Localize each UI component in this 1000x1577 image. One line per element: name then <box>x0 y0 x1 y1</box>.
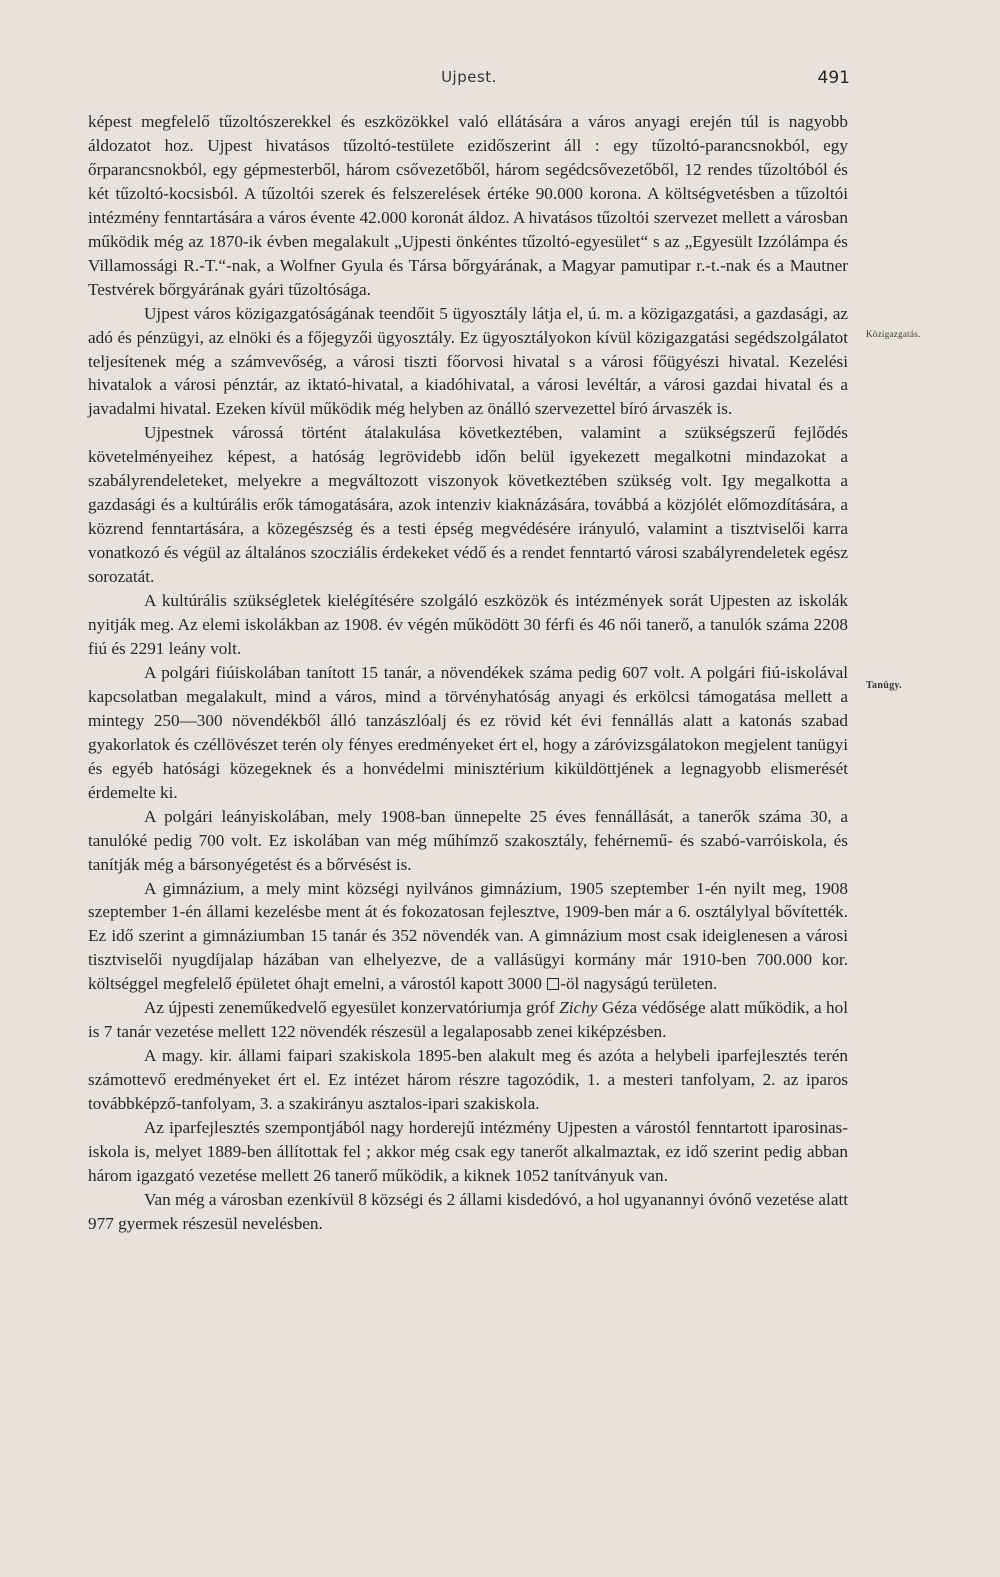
paragraph-boys-civic-school: A polgári fiúiskolában tanított 15 tanár, a növendékek száma pedig 607 volt. A polgári fiú-iskolával kapcsolatban megalakult, mind a város, mind a törvényhatóság anyagi és erkölcsi támogatása mellett a mintegy 250—300 növendékből álló tanzászlóalj és ez rövid két évi fennállás alatt a katonás szabad gyakorlatok és czéllövészet terén oly fényes eredményeket ért el, hogy a záróvizsgálatokon megjelent tanügyi és egyéb hatósági közegeknek és a honvédelmi minisztérium kiküldöttjének a legnagyobb elismerését érdemelte ki. <box>88 662 848 802</box>
gymnasium-text: A gimnázium, a mely mint községi nyilvános gimnázium, 1905 szeptember 1-én nyilt meg, 1908 szeptember 1-én állami kezelésbe ment át és fokozatosan fejlesztve, 1909-ben már a 6. osztálylyal bővítették. Ez idő szerint a gimnáziumban 15 tanár és 352 növendék van. A gimnázium most csak ideiglenesen a városi tisztviselői nyugdíjalap házában van elhelyezve, de a vallásügyi kormány már 1910-ben 700.000 kor. költséggel megfelelő épületet óhajt emelni, a várostól kapott 3000 <box>88 878 848 994</box>
running-title: Ujpest. <box>441 68 497 86</box>
conservatory-text-end: Géza védősége alatt működik, a hol is 7 tanár vezetése mellett 122 növendék részesül a legalaposabb zenei kiképzésben. <box>88 998 848 1042</box>
paragraph-gymnasium <box>88 877 848 997</box>
body-text <box>88 110 848 1236</box>
paragraph-woodwork-school: A magy. kir. állami faipari szakiskola 1895-ben alakult meg és azóta a helybeli iparfejlesztés terén számottevő eredményeket ért el. Ez intézet három részre tagozódik, 1. a mesteri tanfolyam, 2. az iparos továbbképző-tanfolyam, 3. a szakirányu asztalos-ipari szakiskola. <box>88 1046 848 1114</box>
paragraph-apprentice-school: Az iparfejlesztés szempontjából nagy horderejű intézmény Ujpesten a várostól fenntartott iparosinas-iskola is, melyet 1889-ben állítottak fel ; akkor még csak egy tanerőt alkalmaztak, ez idő szerint pedig abban három igazgató vezetése mellett 26 tanerő működik, a kiknek 1052 tanítványuk van. <box>88 1118 848 1185</box>
paragraph-elementary-schools: A kultúrális szükségletek kielégítésére szolgáló eszközök és intézmények sorát Ujpesten az iskolák nyitják meg. Az elemi iskolákban az 1908. év végén működött 30 férfi és 46 női tanerő, a tanulók száma 2208 fiú és 2291 leány volt. <box>88 591 848 658</box>
paragraph-kindergartens: Van még a városban ezenkívül 8 községi és 2 állami kisdedóvó, a hol ugyanannyi óvónő vezetése alatt 977 gyermek részesül nevelésben. <box>88 1189 848 1233</box>
square-fathom-icon <box>547 978 559 990</box>
paragraph-fire-brigade: képest megfelelő tűzoltószerekkel és eszközökkel való ellátására a város anyagi erején túl is nagyobb áldozatot hoz. Ujpest hivatásos tűzoltó-testülete ezidőszerint áll : egy tűzoltó-parancsnokból, egy őrparancsnokból, egy gépmesterből, három csővezetőből, három segédcsővezetőből, 12 rendes tűzoltóból és két tűzoltó-kocsisból. A tűzoltói szerek és felszerelések értéke 90.000 korona. A költségvetésben a tűzoltói intézmény fenntartására a város évente 42.000 koronát áldoz. A hivatásos tűzoltói szervezet mellett a városban működik még az 1870-ik évben megalakult „Ujpesti önkéntes tűzoltó-egyesület“ s az „Egyesült Izzólámpa és Villamossági R.-T.“-nak, a Wolfner Gyula és Társa bőrgyárának, a Magyar pamutipar r.-t.-nak és a Mautner Testvérek bőrgyárának gyári tűzoltósága. <box>88 112 848 299</box>
gymnasium-text-end: -öl nagyságú területen. <box>560 974 718 994</box>
conservatory-text: Az újpesti zeneműkedvelő egyesület konzervatóriumja gróf <box>144 998 560 1018</box>
paragraph-administration: Ujpest város közigazgatóságának teendőit 5 ügyosztály látja el, ú. m. a közigazgatási, a gazdasági, az adó és pénzügyi, az elnöki és a főjegyzői ügyosztály. Ez ügyosztályokon kívül közigazgatási segédszolgálatot teljesítenek még a számvevőség, a városi tiszti főorvosi hivatal s a városi főügyészi hivatal. Kezelési hivatalok a városi pénztár, az iktató-hivatal, a kiadóhivatal, a városi levéltár, a városi gazdai hivatal és a javadalmi hivatal. Ezeken kívül működik még helyben az önálló szervezettel bíró árvaszék is. <box>88 303 848 419</box>
paragraph-girls-civic-school: A polgári leányiskolában, mely 1908-ban ünnepelte 25 éves fennállását, a tanerők száma 30, a tanulóké pedig 700 volt. Ez iskolában van még műhímző szakosztály, fehérnemű- és szabó-varróiskola, és tanítják még a bársonyégetést és a bőrvésést is. <box>88 806 848 874</box>
margin-note-tanugy: Tanügy. <box>866 680 902 691</box>
paragraph-conservatory <box>88 996 848 1044</box>
margin-note-kozigazgatas: Közigazgatás. <box>866 329 921 339</box>
paragraph-regulations: Ujpestnek várossá történt átalakulása következtében, valamint a szükségszerű fejlődés követelményeihez képest, a hatóság legrövidebb időn belül igyekezett megalkotni mindazokat a szabályrendeleteket, melyekre a megváltozott viszonyok következtében szükség volt. Igy megalkotta a gazdasági és a kultúrális erők támogatására, azok intenziv kiaknázására, továbbá a közjólét előmozdítására, a közrend fenntartására, a közegészség és a testi épség megvédésére irányuló, valamint a tisztviselői karra vonatkozó és végül az általános szocziális érdekeket védő és a rendet fenntartó városi szabályrendeletek egész sorozatát. <box>88 423 848 587</box>
conservatory-patron-name: Zichy <box>559 998 598 1018</box>
running-head <box>88 68 850 94</box>
page-number: 491 <box>817 68 850 88</box>
